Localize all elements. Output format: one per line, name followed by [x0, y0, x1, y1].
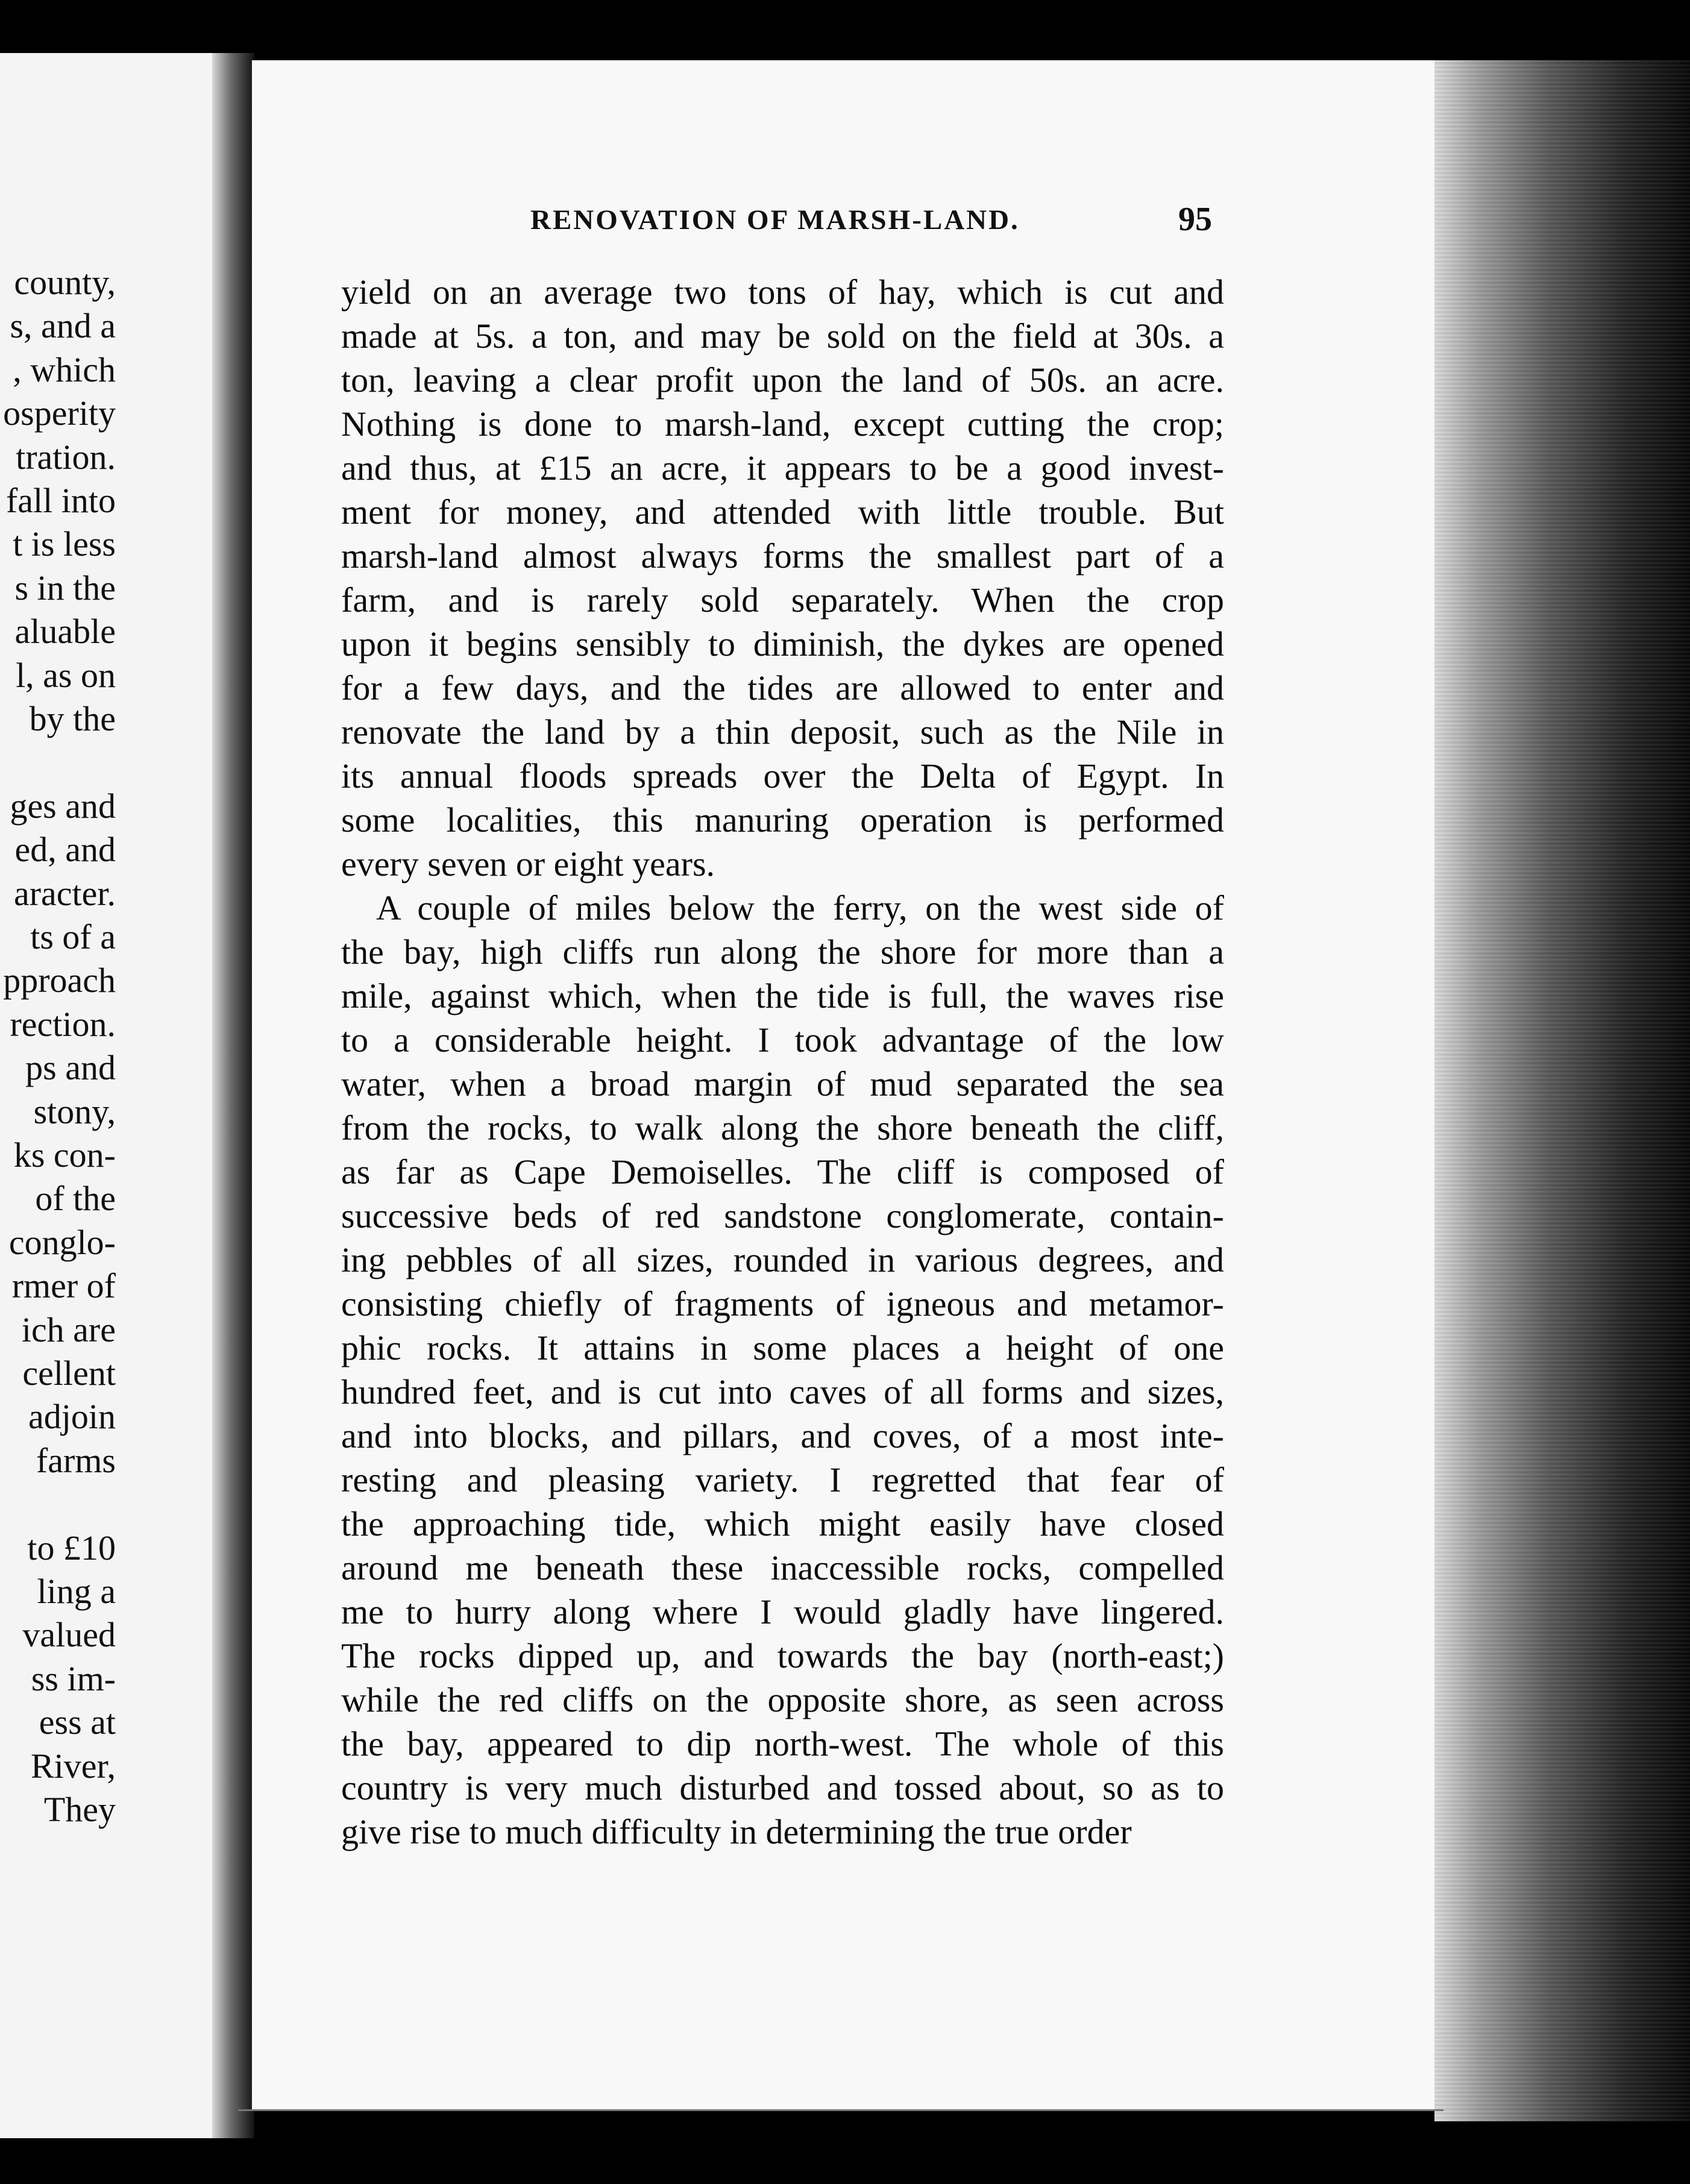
- text-line: A couple of miles below the ferry, on the west side of: [376, 888, 1224, 927]
- text-line: and into blocks, and pillars, and coves, of a most inte-: [341, 1416, 1224, 1455]
- left-facing-page: [0, 53, 228, 2138]
- text-line: and thus, at £15 an acre, it appears to be a good invest-: [341, 448, 1224, 488]
- text-line: every seven or eight years.: [341, 844, 715, 883]
- left-page-line: s in the: [14, 568, 116, 607]
- left-page-line: ling a: [37, 1572, 116, 1611]
- left-page-line: osperity: [3, 394, 116, 433]
- text-line: mile, against which, when the tide is full, the waves rise: [341, 976, 1224, 1015]
- left-page-line: ks con-: [13, 1135, 116, 1175]
- text-line: the bay, appeared to dip north-west. The whole of this: [341, 1724, 1224, 1763]
- text-line: The rocks dipped up, and towards the bay (north-east;): [341, 1636, 1224, 1675]
- page-bottom-edge: [238, 2109, 1443, 2111]
- text-line: for a few days, and the tides are allowed to enter and: [341, 668, 1224, 708]
- text-line: marsh-land almost always forms the smallest part of a: [341, 536, 1224, 576]
- text-line: while the red cliffs on the opposite shore, as seen across: [341, 1680, 1224, 1719]
- text-line: give rise to much difficulty in determining the true order: [341, 1812, 1132, 1851]
- text-line: as far as Cape Demoiselles. The cliff is composed of: [341, 1152, 1224, 1191]
- left-page-line: ich are: [21, 1310, 116, 1349]
- text-line: Nothing is done to marsh-land, except cutting the crop;: [341, 404, 1224, 444]
- left-page-line: aracter.: [13, 873, 116, 913]
- running-head: RENOVATION OF MARSH-LAND.: [530, 204, 1020, 236]
- left-page-line: ps and: [25, 1048, 116, 1088]
- left-page-line: by the: [29, 699, 116, 738]
- left-page-line: to £10: [27, 1528, 116, 1567]
- left-page-line: pproach: [3, 961, 116, 1000]
- text-line: ton, leaving a clear profit upon the land of 50s. an acre.: [341, 360, 1224, 400]
- left-page-line: ed, and: [14, 830, 116, 870]
- text-line: farm, and is rarely sold separately. When the crop: [341, 580, 1224, 620]
- text-line: made at 5s. a ton, and may be sold on the field at 30s. a: [341, 316, 1224, 356]
- text-line: hundred feet, and is cut into caves of all forms and sizes,: [341, 1372, 1224, 1411]
- text-line: country is very much disturbed and tossed about, so as to: [341, 1768, 1224, 1807]
- left-page-line: county,: [14, 263, 116, 302]
- text-line: ment for money, and attended with little trouble. But: [341, 492, 1224, 532]
- text-line: from the rocks, to walk along the shore beneath the cliff,: [341, 1108, 1224, 1147]
- left-page-line: They: [43, 1790, 116, 1829]
- left-page-line: stony,: [33, 1091, 116, 1131]
- left-page-line: aluable: [14, 612, 116, 651]
- left-page-line: rmer of: [11, 1266, 116, 1306]
- left-page-line: conglo-: [8, 1222, 116, 1262]
- text-line: ing pebbles of all sizes, rounded in various degrees, and: [341, 1240, 1224, 1279]
- left-page-line: ess at: [39, 1702, 116, 1742]
- left-page-line: , which: [13, 350, 116, 389]
- text-line: yield on an average two tons of hay, which is cut and: [341, 272, 1224, 312]
- left-page-line: ts of a: [30, 917, 116, 956]
- text-line: upon it begins sensibly to diminish, the dykes are opened: [341, 624, 1224, 664]
- left-page-line: River,: [30, 1746, 116, 1786]
- left-page-line: of the: [35, 1179, 116, 1219]
- text-line: its annual floods spreads over the Delta of Egypt. In: [341, 756, 1224, 795]
- left-page-line: valued: [22, 1615, 116, 1655]
- left-page-line: rection.: [10, 1004, 116, 1044]
- text-line: phic rocks. It attains in some places a height of one: [341, 1328, 1224, 1367]
- page-edge-stack: [1434, 60, 1690, 2121]
- left-page-line: ss im-: [31, 1658, 116, 1698]
- text-line: consisting chiefly of fragments of igneous and metamor-: [341, 1284, 1224, 1323]
- text-line: water, when a broad margin of mud separated the sea: [341, 1064, 1224, 1103]
- left-page-line: tration.: [16, 437, 116, 477]
- text-line: to a considerable height. I took advantage of the low: [341, 1020, 1224, 1059]
- text-line: some localities, this manuring operation is performed: [341, 800, 1224, 839]
- left-page-line: cellent: [22, 1354, 116, 1393]
- left-page-line: fall into: [5, 481, 116, 520]
- left-page-line: farms: [36, 1440, 116, 1480]
- left-page-line: s, and a: [10, 306, 116, 346]
- text-line: the approaching tide, which might easily have closed: [341, 1504, 1224, 1543]
- book-gutter: [212, 53, 254, 2138]
- page-number: 95: [1178, 201, 1212, 238]
- text-line: the bay, high cliffs run along the shore for more than a: [341, 932, 1224, 971]
- left-page-line: adjoin: [28, 1397, 116, 1437]
- text-line: successive beds of red sandstone conglomerate, contain-: [341, 1196, 1224, 1235]
- left-page-line: ges and: [10, 786, 116, 826]
- text-line: me to hurry along where I would gladly have lingered.: [341, 1592, 1224, 1631]
- text-line: around me beneath these inaccessible rocks, compelled: [341, 1548, 1224, 1587]
- text-line: resting and pleasing variety. I regretted that fear of: [341, 1460, 1224, 1499]
- left-page-line: t is less: [13, 524, 116, 564]
- text-line: renovate the land by a thin deposit, such as the Nile in: [341, 712, 1224, 752]
- left-page-line: l, as on: [16, 655, 116, 695]
